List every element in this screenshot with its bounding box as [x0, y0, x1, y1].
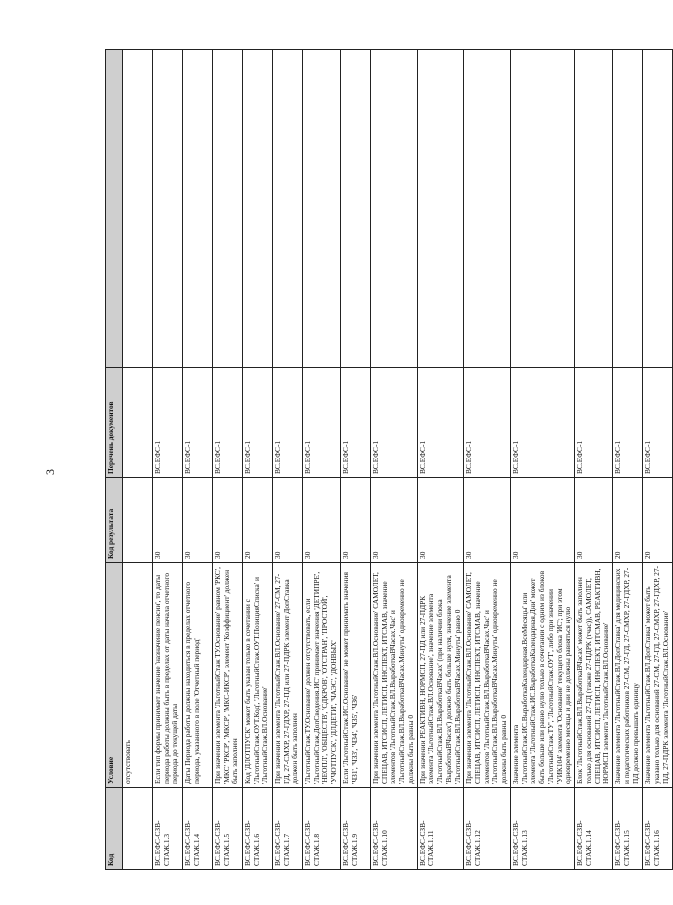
table-row [273, 50, 303, 870]
cell-condition: При значении элемента 'ЛьготныйСтаж.ВЛ.Основание' САМОЛЕТ, СПЕЦАВ, ИТСИСП, ЛЕТИСП, ИНСПЕКТ, ИТСМАВ, значение элементов 'ЛьготныйСтаж.ВЛ.ВыработкаВЧасах.Час' и 'ЛьготныйСтаж.ВЛ.ВыработкаВЧасах.Минуты' одновременно не должны быть равны 0 [464, 563, 511, 788]
cell-code: ВС.ЕФС-СЗВ-СТАЖ.1.8 [303, 788, 341, 870]
column-header-condition: Условие [106, 563, 123, 788]
cell-extra [153, 50, 183, 368]
table-row [464, 50, 511, 870]
table-row [153, 50, 183, 870]
cell-extra [273, 50, 303, 368]
cell-result-code: 30 [273, 478, 303, 563]
cell-code: ВС.ЕФС-СЗВ-СТАЖ.1.15 [613, 788, 643, 870]
rules-table [105, 49, 673, 870]
cell-result-code: 30 [510, 478, 574, 563]
cell-extra [123, 50, 153, 368]
cell-documents: ВС.ЕФС-1 [153, 368, 183, 478]
table-header-row [106, 50, 123, 870]
cell-result-code: 30 [340, 478, 370, 563]
table-row [340, 50, 370, 870]
cell-condition: отсутствовать [123, 563, 153, 788]
cell-result-code: 30 [464, 478, 511, 563]
cell-documents: ВС.ЕФС-1 [243, 368, 273, 478]
cell-code: ВС.ЕФС-СЗВ-СТАЖ.1.10 [370, 788, 417, 870]
table-row [303, 50, 341, 870]
column-header-documents: Перечень документов [106, 368, 123, 478]
document-sheet [43, 50, 670, 870]
cell-code: ВС.ЕФС-СЗВ-СТАЖ.1.3 [153, 788, 183, 870]
cell-result-code: 20 [613, 478, 643, 563]
cell-result-code: 20 [643, 478, 673, 563]
cell-result-code: 30 [575, 478, 613, 563]
cell-documents [123, 368, 153, 478]
cell-condition: Даты Периода работы должны находиться в пределах отчетного периода, указанного в поле 'Отчетный период' [183, 563, 213, 788]
cell-condition: Если тип формы принимает значение 'назначение пенсии', то даты периода работы должны быть в пределах от даты начала отчетного периода до текущей даты [153, 563, 183, 788]
cell-documents: ВС.ЕФС-1 [464, 368, 511, 478]
table-row [613, 50, 643, 870]
cell-documents: ВС.ЕФС-1 [643, 368, 673, 478]
cell-documents: ВС.ЕФС-1 [510, 368, 574, 478]
cell-code: ВС.ЕФС-СЗВ-СТАЖ.1.12 [464, 788, 511, 870]
cell-condition: При значении элемента 'ЛьготныйСтаж ТУ.Основание' равном 'РКС', 'МКС' 'РКСР', 'МКСР', 'МКС-ИКСР', элемент 'Коэффициент' должен быть заполнен [213, 563, 243, 788]
cell-documents: ВС.ЕФС-1 [575, 368, 613, 478]
table-row [183, 50, 213, 870]
table-row [575, 50, 613, 870]
cell-code: ВС.ЕФС-СЗВ-СТАЖ.1.7 [273, 788, 303, 870]
cell-code: ВС.ЕФС-СЗВ-СТАЖ.1.16 [643, 788, 673, 870]
page-number: 3 [43, 469, 57, 475]
cell-documents: ВС.ЕФС-1 [273, 368, 303, 478]
cell-code: ВС.ЕФС-СЗВ-СТАЖ.1.6 [243, 788, 273, 870]
cell-documents: ВС.ЕФС-1 [417, 368, 464, 478]
cell-result-code [123, 478, 153, 563]
cell-result-code: 30 [303, 478, 341, 563]
cell-condition: Если 'ЛьготныйСтаж.ИС.Основание' не может принимать значения 'ЧЗ1', 'ЧЗ3', 'ЧЗ4', 'ЧЗ5', 'ЧЗ6' [340, 563, 370, 788]
cell-condition: 'ЛьготныйСтаж.ТУ.Основание' должен отсутствовать, если 'ЛьготныйСтаж.ДопСведения.ИС' принимает значения 'ДЕТИПРЕ', 'НЕОПЛ', 'ОБЩЕСТВ', 'СДКРОВ', 'ОТСТРАН', 'ПРОСТОЙ', 'УЧОТПУСК', 'ДЛДЕТИ', 'ЧАЭС', 'ДОНВЫХ' [303, 563, 341, 788]
cell-extra [213, 50, 243, 368]
cell-result-code: 20 [243, 478, 273, 563]
table-row [510, 50, 574, 870]
cell-condition: Код 'ДЛОТПУСК' может быть указан только в сочетании с 'ЛьготныйСтаж.ОУТ.Код', 'ЛьготныйСтаж.ОУТ.ПозицияСписка' и 'ЛьготныйСтаж.ВЛ.Основание' [243, 563, 273, 788]
cell-documents: ВС.ЕФС-1 [303, 368, 341, 478]
cell-result-code: 30 [153, 478, 183, 563]
cell-extra [370, 50, 417, 368]
cell-extra [303, 50, 341, 368]
cell-condition: При значении РЕАКТИВН, НОРМСП, 27-ПД или 27-ПДРК элемента 'ЛьготныйСтаж.ВЛ.Основание', значение элемента 'ЛьготныйСтаж.ВЛ.ВыработкаВЧасах' (при наличии блока 'ВыработкаВЧасах') должно быть больше нуля, значение элемента 'ЛьготныйСтаж.ВЛ.ВыработкаВЧасах.Минуты' равно 0 [417, 563, 464, 788]
column-header-result-code: Код результата [106, 478, 123, 563]
cell-result-code: 30 [370, 478, 417, 563]
column-header-code: Код [106, 788, 123, 870]
cell-code: ВС.ЕФС-СЗВ-СТАЖ.1.5 [213, 788, 243, 870]
cell-code: ВС.ЕФС-СЗВ-СТАЖ.1.9 [340, 788, 370, 870]
cell-code: ВС.ЕФС-СЗВ-СТАЖ.1.11 [417, 788, 464, 870]
cell-documents: ВС.ЕФС-1 [213, 368, 243, 478]
table-row [643, 50, 673, 870]
cell-extra [575, 50, 613, 368]
cell-documents: ВС.ЕФС-1 [370, 368, 417, 478]
cell-result-code: 30 [417, 478, 464, 563]
cell-condition: При значении элемента 'ЛьготныйСтаж.ВЛ.Основание' САМОЛЕТ, СПЕЦАВ, ИТСИСП, ЛЕТИСП, ИНСПЕКТ, ИТСМАВ, значение элементов 'ЛьготныйСтаж.ВЛ.ВыработкаВЧасах.Час' и 'ЛьготныйСтаж.ВЛ.ВыработкаВЧасах.Минуты' одновременно не должны быть равны 0 [370, 563, 417, 788]
cell-extra [510, 50, 574, 368]
cell-documents: ВС.ЕФС-1 [183, 368, 213, 478]
cell-documents: ВС.ЕФС-1 [613, 368, 643, 478]
cell-condition: При значении элемента 'ЛьготныйСтаж.ВЛ.Основание' 27-СМ, 27-ГД, 27-СМХР, 27-ГДХР, 27-ПД или 27-ПДРК элемент ДопСтавка должен быть заполнен [273, 563, 303, 788]
cell-code: ВС.ЕФС-СЗВ-СТАЖ.1.14 [575, 788, 613, 870]
table-row [417, 50, 464, 870]
cell-result-code: 30 [183, 478, 213, 563]
cell-condition: Значение элемента 'ЛьготныйСтаж.ИС.ВыработкаКалендарная.ВсеМесяцы' или элемента 'ЛьготныйСтаж.ИС.ВыработкаКалендарная.Дни' может быть больше или равно нулю только в сочетании с одним из блоков 'ЛьготныйСтаж.ТУ', 'ЛьготныйСтаж.ОУТ', либо при значении 'УИК104' элемента 'Основание' текущего блока 'ИС'; при этом одновременно месяцы и дни не должны равняться нулю [510, 563, 574, 788]
cell-condition: Значение элемента 'ЛьготныйСтаж.ВЛ.ДопСтавка' может быть указано только для оснований 27-СМ, 27-ГД, 27-СМХР, 27-ГДХР, 27-ПД, 27-ПДРК элемента 'ЛьготныйСтаж.ВЛ.Основание' [643, 563, 673, 788]
cell-code [123, 788, 153, 870]
cell-code: ВС.ЕФС-СЗВ-СТАЖ.1.13 [510, 788, 574, 870]
table-row [370, 50, 417, 870]
cell-extra [340, 50, 370, 368]
cell-extra [183, 50, 213, 368]
cell-extra [417, 50, 464, 368]
cell-extra [464, 50, 511, 368]
cell-extra [243, 50, 273, 368]
cell-condition: Значение элемента 'ЛьготныйСтаж.ВЛ.ДопСтавка' для медицинских и педагогических работников 27-СМ, 27-ГД, 27-СМХР, 27-ГДХР, 27-ПД должно превышать единицу [613, 563, 643, 788]
column-header-extra [106, 50, 123, 368]
cell-extra [643, 50, 673, 368]
cell-code: ВС.ЕФС-СЗВ-СТАЖ.1.4 [183, 788, 213, 870]
cell-condition: Блок 'ЛьготныйСтаж.ВЛ.ВыработкаВЧасах' может быть заполнен только для оснований 27-ГД (также 27-ПДРК (тчас)), САМОЛЕТ, СПЕЦАВ, ИТСИСП, ЛЕТИСП, ИНСПЕКТ, ИТСМАВ, РЕАКТИВН, НОРМСП элемента 'ЛьготныйСтаж.ВЛ.Основание' [575, 563, 613, 788]
cell-documents: ВС.ЕФС-1 [340, 368, 370, 478]
table-row [213, 50, 243, 870]
cell-result-code: 30 [213, 478, 243, 563]
table-row [243, 50, 273, 870]
cell-extra [613, 50, 643, 368]
table-row [123, 50, 153, 870]
